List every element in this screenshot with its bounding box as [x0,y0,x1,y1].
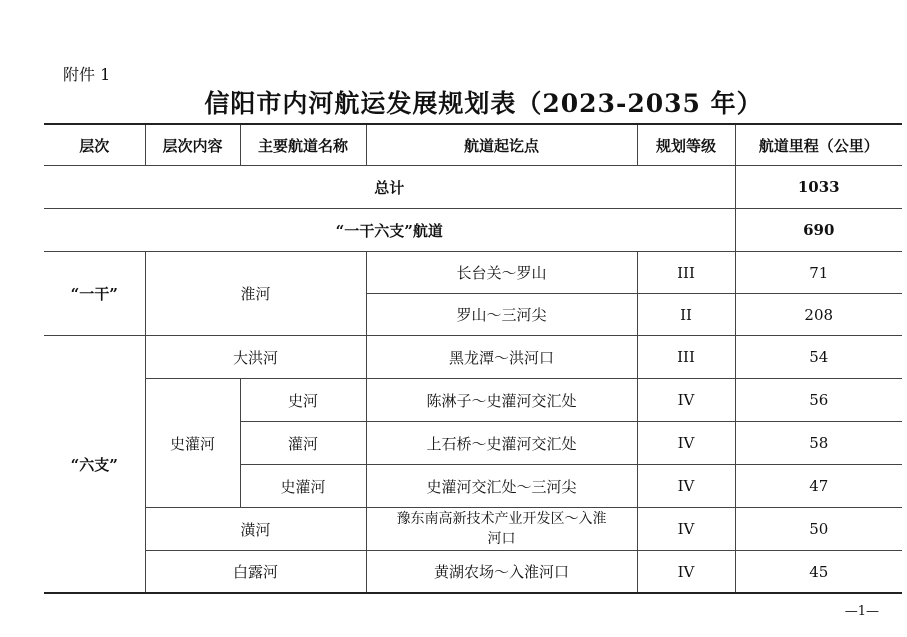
route-cell: 陈淋子～史灌河交汇处 [366,379,637,422]
header-row [44,124,902,166]
level-liuzhi: “六支” [44,336,145,594]
river-cell: 史灌河 [240,465,366,508]
grade-cell: IV [637,379,735,422]
main-route-label: “一干六支”航道 [44,209,735,252]
total-row [44,166,902,209]
route-cell: 黑龙潭～洪河口 [366,336,637,379]
main-route-value: 690 [735,209,902,252]
mileage-cell: 56 [735,379,902,422]
header-waterway-name: 主要航道名称 [240,124,366,166]
route-line: 河口 [487,531,516,547]
level-yigan: “一干” [44,252,145,336]
route-cell: 上石桥～史灌河交汇处 [366,422,637,465]
mileage-cell: 45 [735,551,902,594]
mileage-cell: 50 [735,508,902,551]
page-title: 信阳市内河航运发展规划表（2023-2035 年） [204,89,763,118]
route-cell: 罗山～三河尖 [366,294,637,336]
mileage-cell: 47 [735,465,902,508]
mileage-cell: 71 [735,252,902,294]
mileage-cell: 208 [735,294,902,336]
total-label: 总计 [44,166,735,209]
grade-cell: III [637,336,735,379]
river-group-shiguanhe: 史灌河 [145,379,240,508]
river-cell: 史河 [240,379,366,422]
table-row [44,252,902,294]
header-route: 航道起讫点 [366,124,637,166]
header-level-content: 层次内容 [145,124,240,166]
grade-cell: IV [637,422,735,465]
grade-cell: II [637,294,735,336]
header-level: 层次 [44,124,145,166]
mileage-cell: 54 [735,336,902,379]
route-cell [366,508,637,551]
table-row [44,379,902,422]
river-huaihe: 淮河 [145,252,366,336]
route-line: 豫东南高新技术产业开发区～入淮 [396,511,607,527]
grade-cell: III [637,252,735,294]
table-row [44,508,902,551]
route-cell: 史灌河交汇处～三河尖 [366,465,637,508]
table-row [44,336,902,379]
river-cell: 白露河 [145,551,366,594]
river-cell: 大洪河 [145,336,366,379]
main-route-row [44,209,902,252]
header-grade: 规划等级 [637,124,735,166]
river-cell: 灌河 [240,422,366,465]
route-cell: 黄湖农场～入淮河口 [366,551,637,594]
mileage-cell: 58 [735,422,902,465]
total-value: 1033 [735,166,902,209]
grade-cell: IV [637,465,735,508]
waterway-plan-table [44,123,902,594]
table-row [44,551,902,594]
grade-cell: IV [637,551,735,594]
header-mileage: 航道里程（公里） [735,124,902,166]
route-cell: 长台关～罗山 [366,252,637,294]
grade-cell: IV [637,508,735,551]
river-cell: 潢河 [145,508,366,551]
attachment-label: 附件 1 [63,65,111,84]
page-number: —1— [844,604,879,619]
